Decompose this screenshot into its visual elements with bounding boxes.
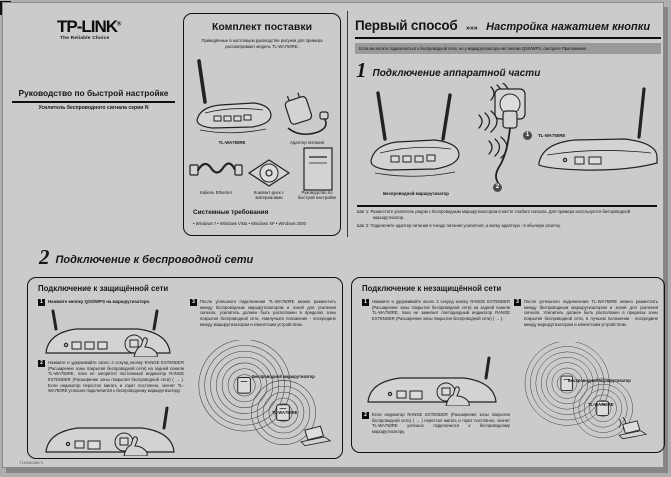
system-requirements-list: • Windows 7 • Windows Vista • Windows XP • Windows 2000 (193, 221, 306, 226)
package-item-label: Адаптер питания (289, 140, 325, 145)
coverage-diagram (512, 342, 660, 446)
step-badge: 1 (38, 299, 45, 306)
step-badge: 2 (362, 412, 369, 419)
system-requirements-title: Системные требования (193, 209, 269, 216)
tplink-logo (57, 17, 120, 37)
doc-subtitle: Усилитель беспроводного сигнала серии N (38, 105, 149, 111)
document-page (2, 2, 664, 468)
extender-rear-icon (364, 356, 504, 406)
column-divider (347, 11, 348, 237)
package-item-label: TL-WA750RE (218, 140, 246, 145)
step-text: После успешного подключения TL-WA750RE можно разместить между беспроводным маршрутизатором и зоной для усиления сигнала. Усилитель должен быть расположен в пределах зоны покрытия беспроводной сети, в лучшем положении - посередине между маршрутизатором и клиентским устройством. (524, 299, 658, 327)
wireless-router-icon (363, 87, 467, 189)
extender-product-icon (190, 56, 276, 140)
secured-step-3 (190, 299, 336, 327)
ethernet-cable-icon (189, 154, 243, 186)
step-number: 1 (356, 58, 367, 82)
brand-tagline: The Reliable Choice (60, 36, 110, 41)
note-step1: Шаг 1: Разместите усилитель рядом с беспроводным маршрутизатором в месте слабого сигнала. Для примера используется беспроводной маршрутизатор. (357, 209, 631, 221)
package-item-label: Компакт-диск с материалами (253, 190, 285, 201)
method1-banner: Если вы хотите подключиться к беспроводной сети, но у маршрутизатора нет кнопки QSS/WPS, смотрите Приложение. (355, 43, 661, 54)
open-box-title: Подключение к незащищённой сети (362, 284, 502, 293)
router-caption: Беспроводной маршрутизатор (252, 374, 315, 379)
open-step-2 (362, 412, 510, 435)
open-step-1 (362, 299, 510, 322)
open-network-box (351, 277, 665, 453)
package-contents-box (183, 13, 341, 236)
brand-name: TP-LINK (57, 17, 118, 36)
marker-1: 1 (523, 131, 532, 140)
section2-number: 2 (39, 245, 50, 269)
coverage-diagram (192, 340, 338, 454)
extender-label: TL-WA750RE (538, 133, 566, 138)
secured-network-box (27, 277, 343, 459)
step-badge: 3 (190, 299, 197, 306)
chevrons-icon: »»» (466, 25, 478, 32)
hardware-step-heading (356, 60, 540, 81)
secured-box-title: Подключение к защищённой сети (38, 284, 169, 293)
step-text: Нажмите и удерживайте около 3 секунд кнопку RANGE EXTENDER (Расширение зоны покрытия беспроводной сети) на задней панели TL-WA750RE, пока не замигает светодиодный индикатор RANGE EXTENDER (Расширение зоны покрытия беспроводной сети) ( → ). (372, 299, 510, 322)
section2-title: Подключение к беспроводной сети (55, 254, 254, 266)
step-title: Подключение аппаратной части (372, 68, 541, 79)
step-text: Если индикатор RANGE EXTENDER (Расширение зоны покрытия беспроводной сети) ( → ) перестал мигать и горит постоянно, значит TL-WA750RE успешно подключился к беспроводному маршрутизатору. (372, 412, 510, 435)
router-rear-icon (42, 309, 176, 357)
method1-title: Первый способ (355, 18, 458, 33)
doc-title-block (12, 88, 175, 111)
step-text: Нажмите кнопку QSS/WPS на маршрутизаторе. (48, 299, 151, 304)
package-item-label: Кабель Ethernet (200, 190, 232, 195)
router-caption: Беспроводной маршрутизатор (383, 191, 449, 196)
secured-step-2 (38, 360, 184, 394)
notes-divider (357, 205, 657, 207)
extender-rear-icon (42, 406, 182, 456)
resource-cd-icon (246, 156, 292, 188)
method1-subtitle: Настройка нажатием кнопки (486, 21, 651, 33)
document-code: 7106504871 (19, 460, 44, 465)
hardware-illustration (355, 83, 661, 205)
marker-2: 2 (493, 183, 502, 192)
router-caption: Беспроводной маршрутизатор (568, 378, 631, 383)
doc-title: Руководство по быстрой настройке (12, 88, 175, 103)
step-badge: 2 (38, 360, 45, 367)
hardware-notes (357, 209, 657, 231)
open-step-3 (514, 299, 658, 327)
section2-heading (39, 247, 253, 268)
package-item-label: Руководство по быстрой настройке (297, 190, 337, 201)
step-badge: 1 (362, 299, 369, 306)
extender-caption: TL-WA750RE (588, 402, 614, 407)
extender-caption: TL-WA750RE (272, 410, 298, 415)
registered-mark: ® (117, 21, 121, 28)
package-title: Комплект поставки (211, 21, 313, 33)
power-adapter-icon (280, 90, 332, 140)
extender-with-plug-icon (487, 85, 663, 203)
note-step2: Шаг 2: Подключите адаптер питания в гнездо питания усилителя, а вилку адаптера - в обычную розетку. (357, 223, 561, 229)
method1-header (355, 17, 661, 39)
step-text: После успешного подключения TL-WA750RE можно разместить между беспроводным маршрутизатором и зоной для усиления сигнала, усилитель должен быть расположен в пределах зоны покрытия беспроводной сети. Наилучшее положение - посередине между маршрутизатором и клиентским устройством. (200, 299, 336, 327)
package-note: Приведённые в настоящем руководстве рисунки для примера рассматривают модель TL-WA750RE. (201, 38, 323, 49)
step-badge: 3 (514, 299, 521, 306)
secured-step-1 (38, 299, 184, 306)
quick-guide-icon (301, 146, 335, 192)
step-text: Нажмите и удерживайте около 3 секунд кнопку RANGE EXTENDER (Расширение зоны покрытия беспроводной сети) на задней панели TL-WA750RE, пока не загорится постоянный индикатор RANGE EXTENDER (Расширение зоны покрытия беспроводной сети) ( → ). Если индикатор перестал мигать и горит постоянно, значит TL-WA750RE успешно подключился к беспроводному маршрутизатору. (48, 360, 184, 394)
